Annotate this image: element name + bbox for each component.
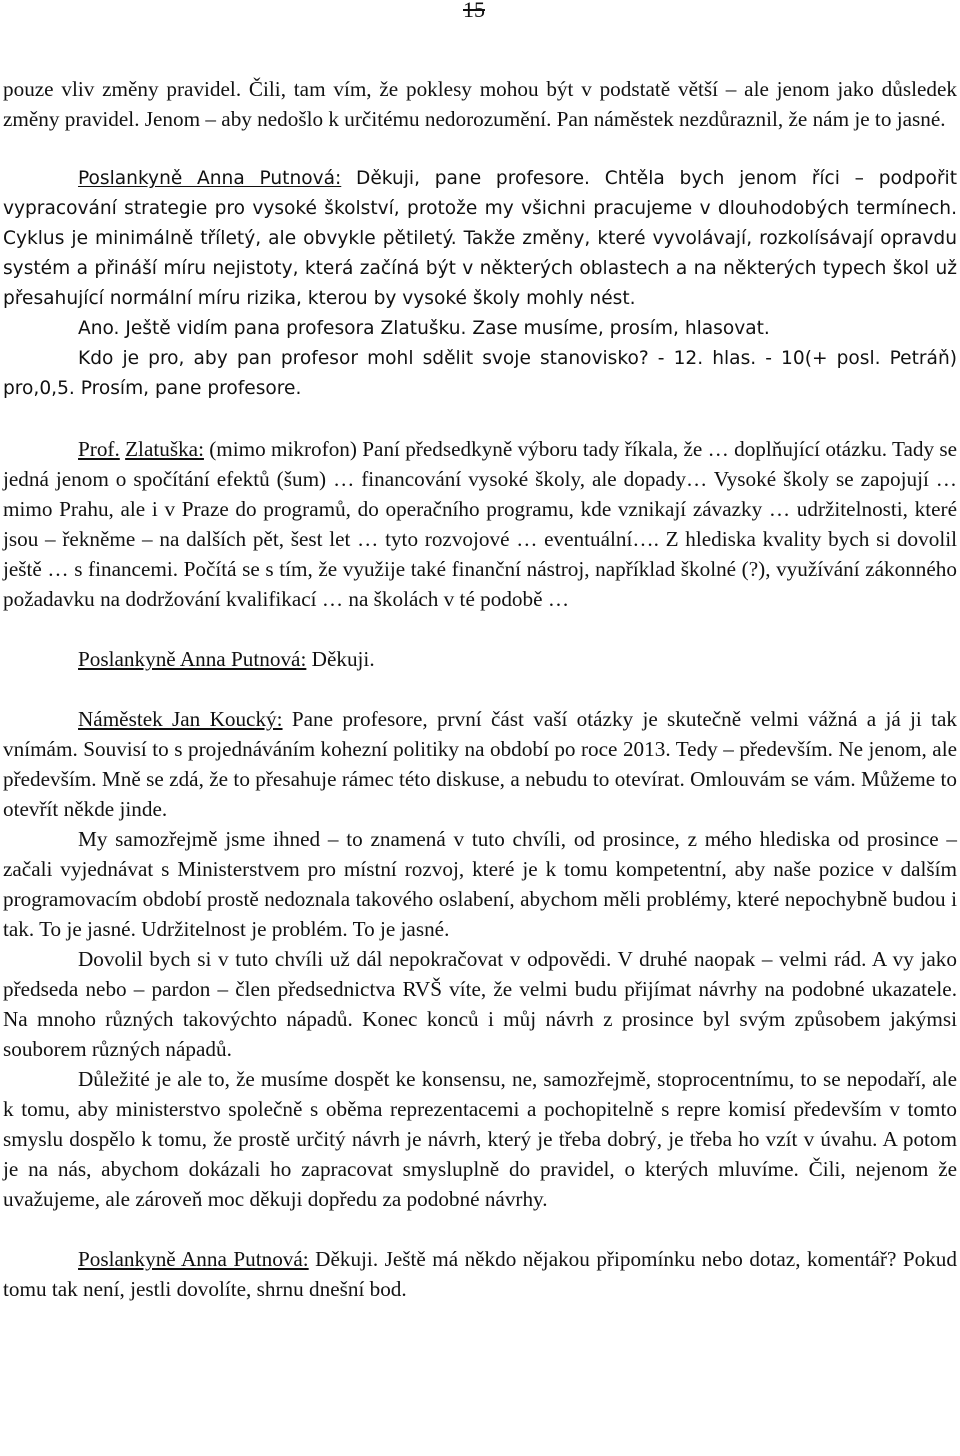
paragraph-putnova-3 xyxy=(3,1244,957,1304)
paragraph-vote-intro: Ano. Ještě vidím pana profesora Zlatušku. Zase musíme, prosím, hlasovat. xyxy=(78,318,770,339)
page-number: 15 xyxy=(463,0,485,22)
paragraph-text: Děkuji, pane profesore. Chtěla bych jenom říci – podpořit vypracování strategie pro vysoké školství, protože my všichni pracujeme v dlouhodobých termínech. Cyklus je minimálně tříletý, ale obvykle pětiletý. Takže změny, které vyvolávají, rozkolísávají opravdu systém a přináší míru nejistoty, která začíná být v některých oblastech a na některých typech škol už přesahující normální míru rizika, kterou by vysoké školy mohly nést. xyxy=(3,168,957,309)
paragraph-koucky-1 xyxy=(3,704,957,824)
paragraph-koucky-3: Dovolil bych si v tuto chvíli už dál nepokračovat v odpovědi. V druhé naopak – velmi rád. A vy jako předseda nebo – pardon – člen předsednictva RVŠ víte, že velmi budu přijímat návrhy na podobné ukazatele. Na mnoho různých takovýchto nápadů. Konec konců i můj návrh z prosince byl svým způsobem jakýmsi souborem různých nápadů. xyxy=(3,947,957,1061)
paragraph-koucky-4: Důležité je ale to, že musíme dospět ke konsensu, ne, samozřejmě, stoprocentnímu, to se nepodaří, ale k tomu, aby ministerstvo společně s oběma reprezentacemi a pochopitelně s repre komisí především v tomto smyslu dospělo k tomu, že prostě určitý návrh je návrh, který je třeba dobrý, je třeba ho vzít v úvahu. A potom je na nás, abychom dokázali ho zapracovat smysluplně do pravidel, o kterých mluvíme. Čili, nejenom že uvažujeme, ale zároveň moc děkuji dopředu za podobné návrhy. xyxy=(3,1067,957,1211)
speaker-title: Prof. xyxy=(78,437,120,461)
paragraph-zlatuska xyxy=(3,434,957,614)
paragraph-text: (mimo mikrofon) Paní předsedkyně výboru tady říkala, že … doplňující otázku. Tady se jedná jenom o spočítání efektů (šum) … financování vysoké školy, ale dopady… Vysoké školy se zapojují … mimo Prahu, ale i v Praze do programů, do operačního programu, kde vznikají závazky … udržitelnosti, které jsou – řekněme – na dalších pět, šest let … tyto rozvojové … eventuální…. Z hlediska kvality bych si dovolil ještě … s financemi. Počítá se s tím, že využije také finanční nástroj, například školné (?), využívání zákonného požadavku na dodržování kvalifikací … na školách v té podobě … xyxy=(3,437,958,611)
paragraph-vote-result: Kdo je pro, aby pan profesor mohl sdělit svoje stanovisko? - 12. hlas. - 10(+ posl. Petráň) pro,0,5. Prosím, pane profesore. xyxy=(3,348,957,399)
paragraph-putnova-2 xyxy=(3,644,957,674)
speaker-name: Poslankyně Anna Putnová: xyxy=(78,1247,309,1271)
speaker-name: Poslankyně Anna Putnová: xyxy=(78,168,342,189)
paragraph-text: Děkuji. xyxy=(306,647,375,671)
paragraph-text: Pane profesore, první část vaší otázky je skutečně velmi vážná a já ji tak vnímám. Souvisí to s projednáváním kohezní politiky na období po roce 2013. Tedy – především. Ne jenom, ale především. Mně se zdá, že to přesahuje rámec této diskuse, a nebudu to otevírat. Omlouvám se vám. Můžeme to otevřít někde jinde. xyxy=(3,707,957,821)
paragraph-text: Děkuji. Ještě má někdo nějakou připomínku nebo dotaz, komentář? Pokud tomu tak není, jestli dovolíte, shrnu dnešní bod. xyxy=(3,1247,957,1301)
speaker-name: Zlatuška: xyxy=(125,437,204,461)
paragraph-continuation: pouze vliv změny pravidel. Čili, tam vím, že poklesy mohou být v podstatě větší – ale jenom jako důsledek změny pravidel. Jenom – aby nedošlo k určitému nedorozumění. Pan náměstek nezdůraznil, že nám je to jasné. xyxy=(3,77,957,131)
transcript-page xyxy=(3,74,957,1304)
paragraph-putnova-1 xyxy=(3,164,957,314)
paragraph-koucky-2: My samozřejmě jsme ihned – to znamená v tuto chvíli, od prosince, z mého hlediska od prosince – začali vyjednávat s Ministerstvem pro místní rozvoj, které je k tomu kompetentní, aby naše pozice v dalším programovacím období prostě nedoznala takového oslabení, abychom měli problémy, které nepochybně budou i tak. To je jasné. Udržitelnost je problém. To je jasné. xyxy=(3,827,957,941)
speaker-name: Poslankyně Anna Putnová: xyxy=(78,647,307,671)
speaker-name: Náměstek Jan Koucký: xyxy=(78,707,283,731)
